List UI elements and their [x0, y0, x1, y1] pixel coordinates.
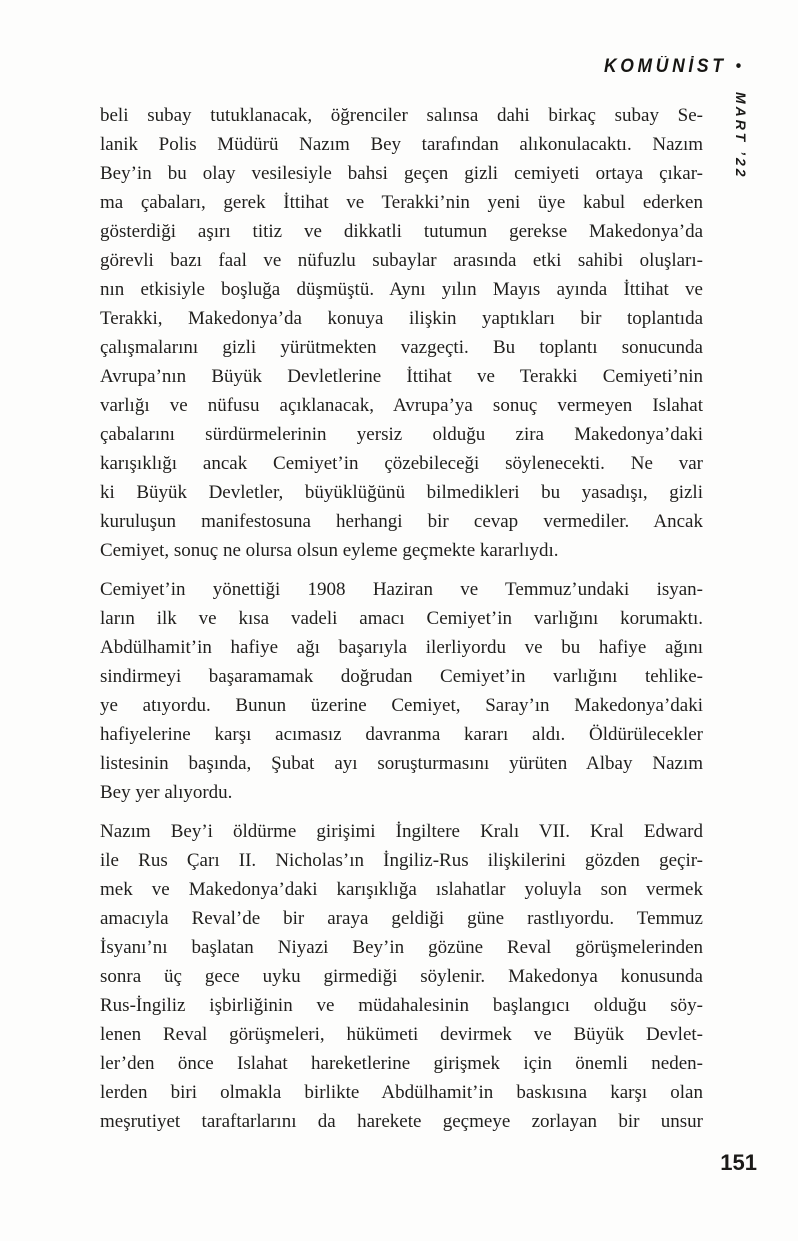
text-line: Terakki, Makedonya’da konuya ilişkin yaptıkları bir toplantıda: [100, 308, 703, 329]
text-line: hafiyelerine karşı acımasız davranma kararı aldı. Öldürülecekler: [100, 724, 703, 745]
text-line: çalışmalarını gizli yürütmekten vazgeçti. Bu toplantı sonucunda: [100, 337, 703, 358]
text-line: kuruluşun manifestosuna herhangi bir cevap vermediler. Ancak: [100, 511, 703, 532]
text-line: lerden biri olmakla birlikte Abdülhamit’in baskısına karşı olan: [100, 1082, 703, 1103]
text-line: Abdülhamit’in hafiye ağı başarıyla ilerliyordu ve bu hafiye ağını: [100, 637, 703, 658]
text-line: lenen Reval görüşmeleri, hükümeti devirmek ve Büyük Devlet-: [100, 1024, 703, 1045]
text-line: amacıyla Reval’de bir araya geldiği güne rastlıyordu. Temmuz: [100, 908, 703, 929]
text-line: lanik Polis Müdürü Nazım Bey tarafından alıkonulacaktı. Nazım: [100, 134, 703, 155]
paragraph: [100, 575, 703, 807]
page-number: 151: [720, 1150, 757, 1175]
text-line: İsyanı’nı başlatan Niyazi Bey’in gözüne Reval görüşmelerinden: [100, 937, 703, 958]
text-line: Bey’in bu olay vesilesiyle bahsi geçen gizli cemiyeti ortaya çıkar-: [100, 163, 703, 184]
text-line: beli subay tutuklanacak, öğrenciler salınsa dahi birkaç subay Se-: [100, 105, 703, 126]
journal-title: KOMÜNİST: [603, 56, 727, 77]
bullet-separator-icon: •: [735, 56, 741, 75]
text-line: karışıklığı ancak Cemiyet’in çözebileceği söylenecekti. Ne var: [100, 453, 703, 474]
text-line: gösterdiği aşırı titiz ve dikkatli tutumun gerekse Makedonya’da: [100, 221, 703, 242]
text-line: varlığı ve nüfusu açıklanacak, Avrupa’ya sonuç vermeyen Islahat: [100, 395, 703, 416]
running-head: [604, 56, 741, 78]
text-line: ye atıyordu. Bunun üzerine Cemiyet, Saray’ın Makedonya’daki: [100, 695, 703, 716]
text-line: Bey yer alıyordu.: [100, 782, 233, 803]
text-line: ki Büyük Devletler, büyüklüğünü bilmedikleri bu yasadışı, gizli: [100, 482, 703, 503]
text-line: listesinin başında, Şubat ayı soruşturmasını yürüten Albay Nazım: [100, 753, 703, 774]
text-line: Rus-İngiliz işbirliğinin ve müdahalesinin başlangıcı olduğu söy-: [100, 995, 703, 1016]
text-line: sonra üç gece uyku girmediği söylenir. Makedonya konusunda: [100, 966, 703, 987]
text-line: mek ve Makedonya’daki karışıklığa ıslahatlar yoluyla son vermek: [100, 879, 703, 900]
text-line: ma çabaları, gerek İttihat ve Terakki’nin yeni üye kabul ederken: [100, 192, 703, 213]
text-line: sindirmeyi başaramamak doğrudan Cemiyet’in varlığını tehlike-: [100, 666, 703, 687]
text-line: Cemiyet’in yönettiği 1908 Haziran ve Temmuz’undaki isyan-: [100, 579, 703, 600]
text-line: Avrupa’nın Büyük Devletlerine İttihat ve Terakki Cemiyeti’nin: [100, 366, 703, 387]
body-text: [100, 101, 703, 1136]
text-line: ile Rus Çarı II. Nicholas’ın İngiliz-Rus ilişkilerini gözden geçir-: [100, 850, 703, 871]
text-line: Cemiyet, sonuç ne olursa olsun eyleme geçmekte kararlıydı.: [100, 540, 559, 561]
issue-date-vertical: MART ’22: [733, 92, 749, 180]
text-line: çabalarını sürdürmelerinin yersiz olduğu zira Makedonya’daki: [100, 424, 703, 445]
text-line: meşrutiyet taraftarlarını da harekete geçmeye zorlayan bir unsur: [100, 1111, 703, 1132]
text-line: ların ilk ve kısa vadeli amacı Cemiyet’in varlığını korumaktı.: [100, 608, 703, 629]
paragraph: [100, 817, 703, 1136]
text-line: görevli bazı faal ve nüfuzlu subaylar arasında etki sahibi oluşları-: [100, 250, 703, 271]
text-line: ler’den önce Islahat hareketlerine girişmek için önemli neden-: [100, 1053, 703, 1074]
text-line: nın etkisiyle boşluğa düşmüştü. Aynı yılın Mayıs ayında İttihat ve: [100, 279, 703, 300]
paragraph: [100, 101, 703, 565]
text-line: Nazım Bey’i öldürme girişimi İngiltere Kralı VII. Kral Edward: [100, 821, 703, 842]
